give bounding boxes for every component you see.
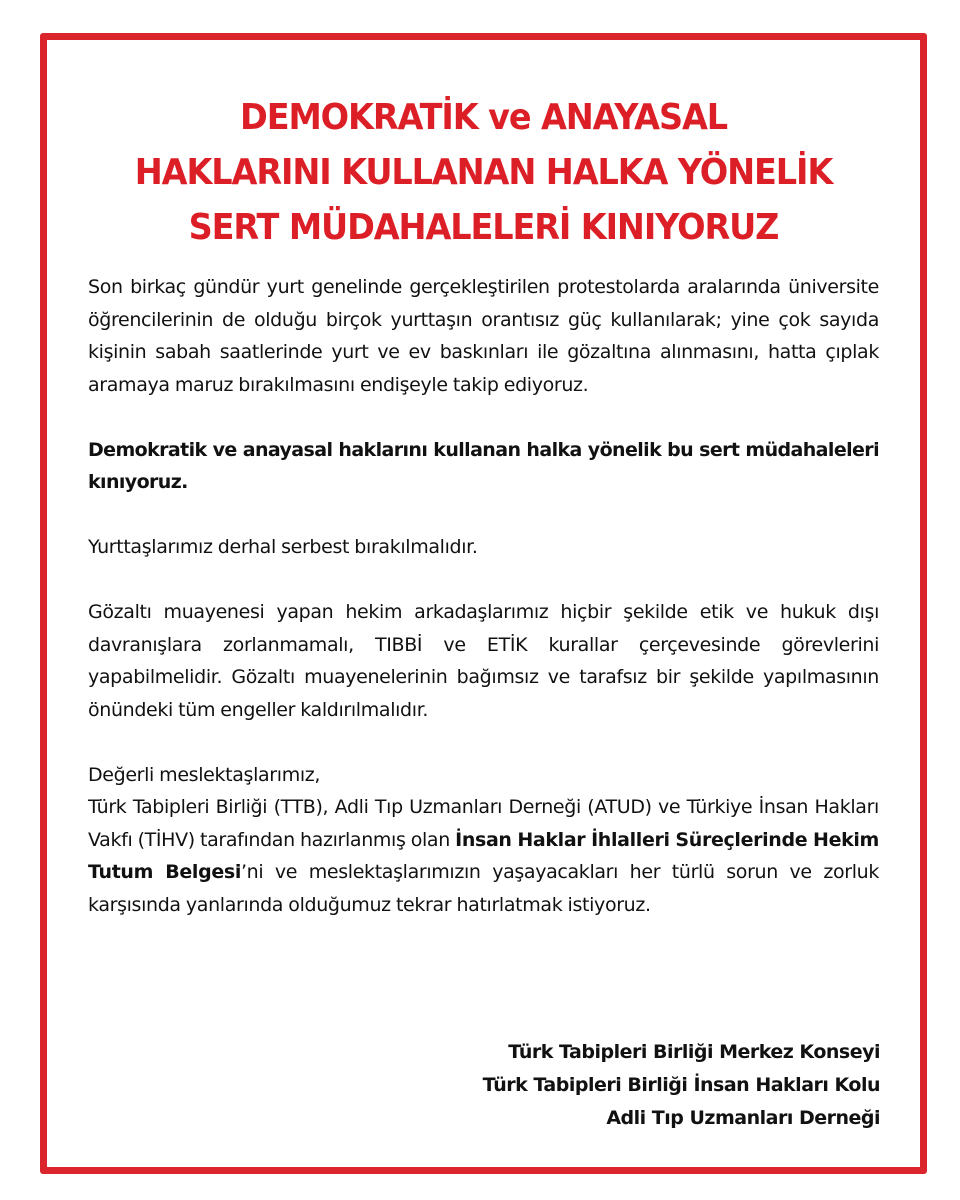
title-line-3: SERT MÜDAHALELERİ KINIYORUZ xyxy=(188,207,779,248)
paragraph-protests: Son birkaç gündür yurt genelinde gerçekleştirilen protestolarda aralarında üniversite öğrencilerinin de olduğu birçok yurttaşın orantısız güç kullanılarak; yine çok sayıda kişinin sabah saatlerinde yurt ve ev baskınları ile gözaltına alınmasını, hatta çıplak aramaya maruz bırakılmasını endişeyle takip ediyoruz. xyxy=(88,276,879,396)
signatures xyxy=(483,1036,880,1135)
paragraph-physicians: Gözaltı muayenesi yapan hekim arkadaşlarımız hiçbir şekilde etik ve hukuk dışı davranışlara zorlanmamalı, TIBBİ ve ETİK kurallar çerçevesinde görevlerini yapabilmelidir. Gözaltı muayenelerinin bağımsız ve tarafsız bir şekilde yapılmasının önündeki tüm engeller kaldırılmalıdır. xyxy=(88,601,879,721)
signature-ttb-council: Türk Tabipleri Birliği Merkez Konseyi xyxy=(508,1041,880,1063)
paragraph-condemnation: Demokratik ve anayasal haklarını kullanan halka yönelik bu sert müdahaleleri kınıyoruz. xyxy=(88,438,879,493)
title-line-2: HAKLARINI KULLANAN HALKA YÖNELİK xyxy=(134,152,833,193)
statement-body xyxy=(88,271,879,921)
title-line-1: DEMOKRATİK ve ANAYASAL xyxy=(240,97,727,138)
paragraph-release-demand: Yurttaşlarımız derhal serbest bırakılmalıdır. xyxy=(88,536,478,558)
paragraph-reminder xyxy=(88,759,879,922)
reminder-text-end: ’ni ve meslektaşlarımızın yaşayacakları her türlü sorun ve zorluk karşısında yanlarında olduğumuz tekrar hatırlatmak istiyoruz. xyxy=(88,861,880,916)
statement-frame xyxy=(40,33,927,1174)
document-title-reference: İnsan Haklar İhlalleri Süreçlerinde Hekim Tutum Belgesi xyxy=(88,828,880,883)
statement-title xyxy=(78,90,890,255)
salutation: Değerli meslektaşlarımız, xyxy=(88,763,321,786)
signature-ttb-human-rights: Türk Tabipleri Birliği İnsan Hakları Kolu xyxy=(482,1074,880,1096)
reminder-text-start: Türk Tabipleri Birliği (TTB), Adli Tıp Uzmanları Derneği (ATUD) ve Türkiye İnsan Hakları Vakfı (TİHV) tarafından hazırlanmış olan xyxy=(88,796,879,851)
signature-atud: Adli Tıp Uzmanları Derneği xyxy=(606,1107,880,1129)
